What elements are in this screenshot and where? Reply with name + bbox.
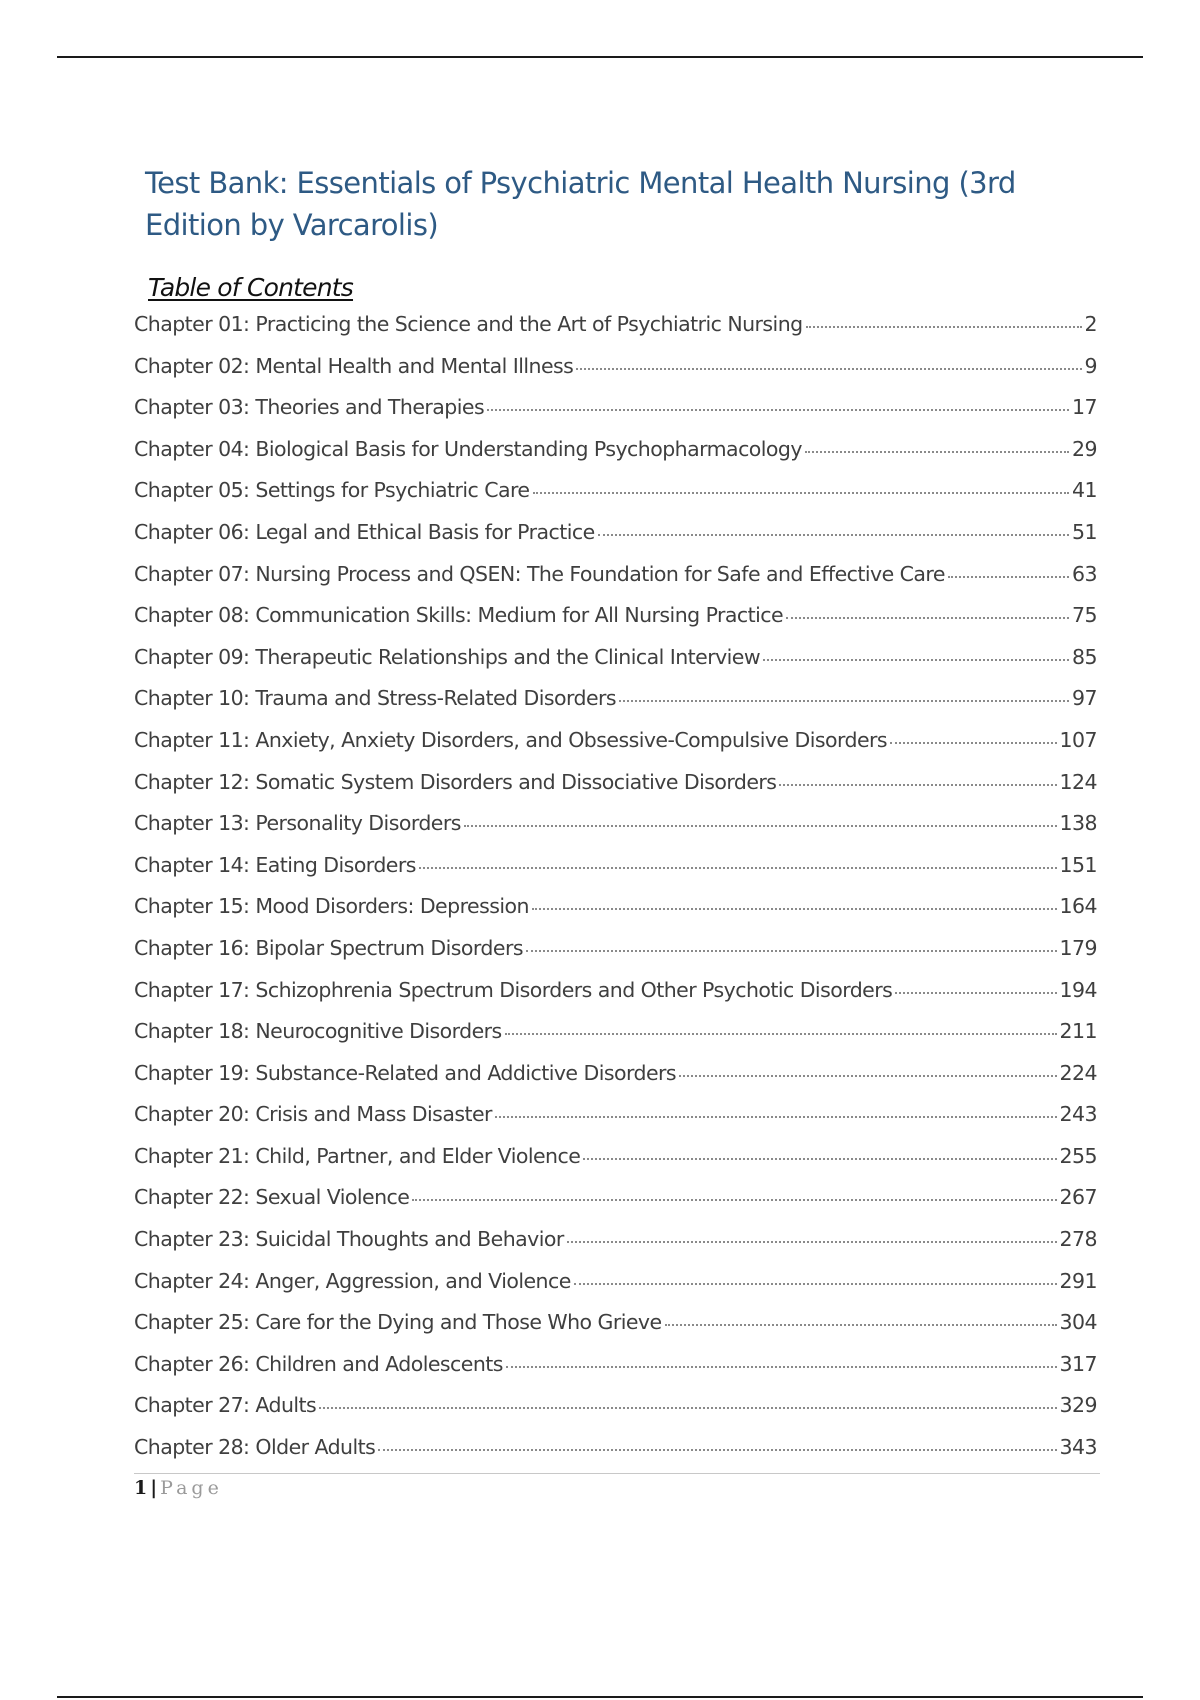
toc-entry[interactable] xyxy=(134,637,1097,679)
toc-entry-page: 179 xyxy=(1059,935,1097,960)
toc-entry-label: Chapter 21: Child, Partner, and Elder Violence xyxy=(134,1143,581,1168)
toc-entry-label: Chapter 25: Care for the Dying and Those Who Grieve xyxy=(134,1310,662,1335)
toc-entry-label: Chapter 24: Anger, Aggression, and Violence xyxy=(134,1268,571,1293)
toc-entry[interactable] xyxy=(134,928,1097,970)
toc-leader-dots xyxy=(583,1156,1056,1160)
toc-leader-dots xyxy=(574,1281,1057,1285)
top-rule xyxy=(57,56,1143,58)
toc-entry-page: 329 xyxy=(1059,1393,1097,1418)
toc-leader-dots xyxy=(378,1447,1056,1451)
toc-entry-page: 17 xyxy=(1072,395,1097,420)
toc-entry[interactable] xyxy=(134,1261,1097,1303)
toc-entry-label: Chapter 09: Therapeutic Relationships and the Clinical Interview xyxy=(134,644,761,669)
toc-entry[interactable] xyxy=(134,1094,1097,1136)
toc-leader-dots xyxy=(805,449,1069,453)
bottom-rule xyxy=(57,1696,1143,1698)
toc-entry-label: Chapter 10: Trauma and Stress-Related Disorders xyxy=(134,686,617,711)
toc-leader-dots xyxy=(619,698,1069,702)
toc-entry-page: 138 xyxy=(1059,811,1097,836)
toc-entry-page: 75 xyxy=(1072,603,1097,628)
toc-entry-label: Chapter 05: Settings for Psychiatric Care xyxy=(134,478,530,503)
toc-entry-label: Chapter 22: Sexual Violence xyxy=(134,1185,410,1210)
toc-leader-dots xyxy=(487,407,1069,411)
toc-entry-page: 224 xyxy=(1059,1060,1097,1085)
toc-entry-label: Chapter 15: Mood Disorders: Depression xyxy=(134,894,529,919)
toc-leader-dots xyxy=(806,324,1082,328)
toc-leader-dots xyxy=(505,1031,1057,1035)
toc-entry-page: 97 xyxy=(1072,686,1097,711)
toc-entry[interactable] xyxy=(134,970,1097,1012)
toc-leader-dots xyxy=(665,1322,1057,1326)
toc-leader-dots xyxy=(506,1364,1057,1368)
toc-leader-dots xyxy=(763,657,1069,661)
toc-entry-label: Chapter 18: Neurocognitive Disorders xyxy=(134,1019,502,1044)
toc-entry-page: 124 xyxy=(1059,769,1097,794)
toc-entry-page: 291 xyxy=(1059,1268,1097,1293)
toc-leader-dots xyxy=(779,782,1056,786)
toc-entry-page: 255 xyxy=(1059,1143,1097,1168)
toc-entry-page: 267 xyxy=(1059,1185,1097,1210)
toc-entry-label: Chapter 26: Children and Adolescents xyxy=(134,1351,503,1376)
toc-entry-page: 151 xyxy=(1059,852,1097,877)
toc-entry-label: Chapter 06: Legal and Ethical Basis for Practice xyxy=(134,519,595,544)
toc-leader-dots xyxy=(526,948,1057,952)
toc-entry-page: 211 xyxy=(1059,1019,1097,1044)
toc-entry-label: Chapter 14: Eating Disorders xyxy=(134,852,416,877)
toc-entry[interactable] xyxy=(134,803,1097,845)
toc-entry-page: 304 xyxy=(1059,1310,1097,1335)
table-of-contents xyxy=(134,304,1097,1469)
toc-entry[interactable] xyxy=(134,1053,1097,1095)
toc-entry[interactable] xyxy=(134,595,1097,637)
toc-entry[interactable] xyxy=(134,1385,1097,1427)
toc-leader-dots xyxy=(895,990,1056,994)
footer-separator: | xyxy=(150,1477,158,1499)
toc-entry[interactable] xyxy=(134,470,1097,512)
toc-entry-label: Chapter 16: Bipolar Spectrum Disorders xyxy=(134,935,523,960)
toc-entry-label: Chapter 19: Substance-Related and Addictive Disorders xyxy=(134,1060,677,1085)
toc-entry[interactable] xyxy=(134,304,1097,346)
toc-entry[interactable] xyxy=(134,720,1097,762)
toc-entry-page: 243 xyxy=(1059,1102,1097,1127)
toc-entry-page: 2 xyxy=(1084,312,1097,336)
toc-entry-label: Chapter 03: Theories and Therapies xyxy=(134,395,485,420)
page-footer xyxy=(134,1476,223,1500)
toc-heading: Table of Contents xyxy=(148,273,354,302)
toc-entry[interactable] xyxy=(134,1219,1097,1261)
toc-entry-label: Chapter 12: Somatic System Disorders and Dissociative Disorders xyxy=(134,769,777,794)
toc-entry[interactable] xyxy=(134,1011,1097,1053)
toc-entry-label: Chapter 20: Crisis and Mass Disaster xyxy=(134,1102,492,1127)
footer-rule xyxy=(134,1473,1100,1474)
toc-entry-label: Chapter 17: Schizophrenia Spectrum Disorders and Other Psychotic Disorders xyxy=(134,977,893,1002)
toc-entry-page: 343 xyxy=(1059,1435,1097,1460)
toc-leader-dots xyxy=(419,865,1057,869)
toc-entry-label: Chapter 07: Nursing Process and QSEN: The Foundation for Safe and Effective Care xyxy=(134,561,945,586)
toc-entry-label: Chapter 01: Practicing the Science and the Art of Psychiatric Nursing xyxy=(134,312,803,336)
toc-entry-page: 63 xyxy=(1072,561,1097,586)
toc-entry[interactable] xyxy=(134,886,1097,928)
toc-entry-label: Chapter 04: Biological Basis for Understanding Psychopharmacology xyxy=(134,436,802,461)
toc-entry[interactable] xyxy=(134,1302,1097,1344)
toc-entry-page: 107 xyxy=(1059,727,1097,752)
toc-entry[interactable] xyxy=(134,762,1097,804)
toc-entry-label: Chapter 23: Suicidal Thoughts and Behavior xyxy=(134,1227,564,1252)
toc-entry[interactable] xyxy=(134,845,1097,887)
toc-entry-page: 29 xyxy=(1072,436,1097,461)
toc-leader-dots xyxy=(532,906,1057,910)
toc-leader-dots xyxy=(319,1405,1056,1409)
toc-entry[interactable] xyxy=(134,387,1097,429)
toc-entry[interactable] xyxy=(134,1136,1097,1178)
toc-entry-page: 194 xyxy=(1059,977,1097,1002)
toc-entry-label: Chapter 13: Personality Disorders xyxy=(134,811,461,836)
toc-entry[interactable] xyxy=(134,678,1097,720)
toc-entry[interactable] xyxy=(134,1344,1097,1386)
toc-leader-dots xyxy=(890,740,1057,744)
toc-entry-page: 41 xyxy=(1072,478,1097,503)
toc-entry-page: 85 xyxy=(1072,644,1097,669)
toc-entry-label: Chapter 11: Anxiety, Anxiety Disorders, and Obsessive-Compulsive Disorders xyxy=(134,727,888,752)
toc-entry[interactable] xyxy=(134,429,1097,471)
toc-entry-page: 164 xyxy=(1059,894,1097,919)
toc-entry-page: 278 xyxy=(1059,1227,1097,1252)
toc-entry-label: Chapter 02: Mental Health and Mental Illness xyxy=(134,353,574,378)
toc-entry[interactable] xyxy=(134,346,1097,388)
toc-leader-dots xyxy=(948,574,1069,578)
toc-entry-page: 9 xyxy=(1084,353,1097,378)
toc-entry[interactable] xyxy=(134,1427,1097,1469)
toc-leader-dots xyxy=(464,823,1057,827)
toc-entry-label: Chapter 27: Adults xyxy=(134,1393,317,1418)
toc-entry[interactable] xyxy=(134,554,1097,596)
document-title: Test Bank: Essentials of Psychiatric Mental Health Nursing (3rd Edition by Varcarolis) xyxy=(145,166,1016,242)
toc-entry[interactable] xyxy=(134,1177,1097,1219)
toc-entry-page: 317 xyxy=(1059,1351,1097,1376)
toc-entry[interactable] xyxy=(134,512,1097,554)
toc-leader-dots xyxy=(495,1114,1057,1118)
toc-leader-dots xyxy=(598,532,1069,536)
toc-entry-label: Chapter 28: Older Adults xyxy=(134,1435,376,1460)
toc-leader-dots xyxy=(412,1197,1056,1201)
toc-leader-dots xyxy=(679,1073,1056,1077)
toc-leader-dots xyxy=(786,615,1069,619)
toc-leader-dots xyxy=(576,366,1081,370)
toc-entry-page: 51 xyxy=(1072,519,1097,544)
footer-page-number: 1 xyxy=(134,1477,148,1499)
footer-page-word: Page xyxy=(160,1477,223,1499)
toc-leader-dots xyxy=(533,490,1070,494)
toc-entry-label: Chapter 08: Communication Skills: Medium for All Nursing Practice xyxy=(134,603,784,628)
toc-leader-dots xyxy=(567,1239,1057,1243)
